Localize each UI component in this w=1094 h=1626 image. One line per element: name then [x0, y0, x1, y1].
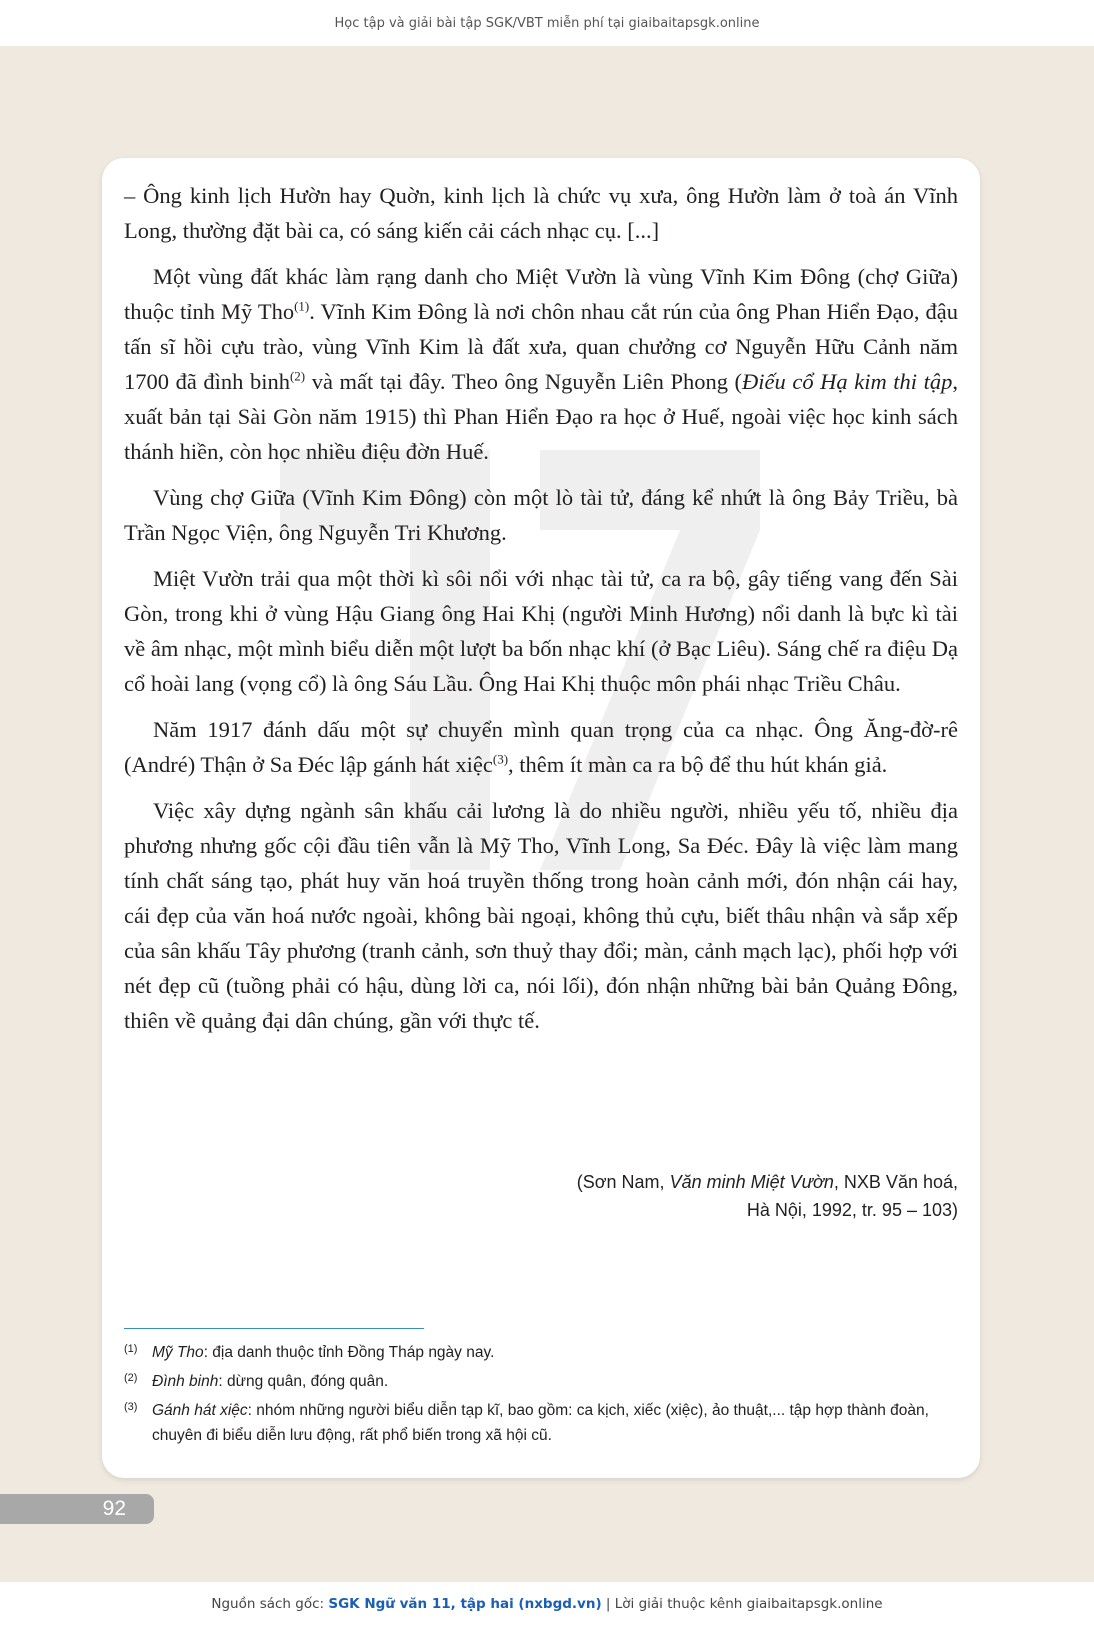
site-footer: Nguồn sách gốc: SGK Ngữ văn 11, tập hai (nxbgd.vn) | Lời giải thuộc kênh giaibaitapsgk.online	[0, 1582, 1094, 1626]
source-book-title: Văn minh Miệt Vườn	[669, 1172, 834, 1192]
site-header-text: Học tập và giải bài tập SGK/VBT miễn phí tại giaibaitapsgk.online	[334, 16, 760, 31]
paragraph-2: Một vùng đất khác làm rạng danh cho Miệt Vườn là vùng Vĩnh Kim Đông (chợ Giữa) thuộc tỉnh Mỹ Tho$^{(1)}$. Vĩnh Kim Đông là nơi chôn nhau cắt rún của ông Phan Hiển Đạo, đậu tấn sĩ hồi cựu trào, vùng Vĩnh Kim là đất xưa, quan chưởng cơ Nguyễn Hữu Cảnh năm 1700 đã đình binh$^{(2)}$ và mất tại đây. Theo ông Nguyễn Liên Phong (Điếu cổ Hạ kim thi tập, xuất bản tại Sài Gòn năm 1915) thì Phan Hiển Đạo ra học ở Huế, ngoài việc học kinh sách thánh hiền, còn học nhiều điệu đờn Huế.	[124, 264, 958, 464]
paragraph-6: Việc xây dựng ngành sân khấu cải lương là do nhiều người, nhiều yếu tố, nhiều địa phương nhưng gốc cội đầu tiên vẫn là Mỹ Tho, Vĩnh Long, Sa Đéc. Đây là việc làm mang tính chất sáng tạo, phát huy văn hoá truyền thống trong hoàn cảnh mới, đón nhận cái hay, cái đẹp của văn hoá nước ngoài, không bài ngoại, không thủ cựu, biết thâu nhận và sắp xếp của sân khấu Tây phương (tranh cảnh, sơn thuỷ thay đổi; màn, cảnh mạch lạc), phối hợp với nét đẹp cũ (tuồng phải có hậu, dùng lời ca, nói lối), đón nhận những bài bản Quảng Đông, thiên về quảng đại dân chúng, gần với thực tế.	[124, 798, 958, 1033]
article-body	[124, 178, 958, 1049]
footnote-3: (3) Gánh hát xiệc: nhóm những người biểu diễn tạp kĩ, bao gồm: ca kịch, xiếc (xiệc), ảo thuật,... tập hợp thành đoàn, chuyên đi biểu diễn lưu động, rất phổ biến trong xã hội cũ.	[124, 1401, 929, 1444]
footnotes	[124, 1340, 958, 1452]
footnote-ref-3: (3)	[492, 751, 509, 767]
source-book-link[interactable]: SGK Ngữ văn 11, tập hai (nxbgd.vn)	[328, 1596, 602, 1612]
footnote-ref-2: (2)	[289, 368, 306, 384]
footnote-1: (1) Mỹ Tho: địa danh thuộc tỉnh Đồng Tháp ngày nay.	[124, 1343, 495, 1361]
paragraph-5: Năm 1917 đánh dấu một sự chuyển mình quan trọng của ca nhạc. Ông Ăng-đờ-rê (André) Thận ở Sa Đéc lập gánh hát xiệc$^{(3)}$, thêm ít màn ca ra bộ để thu hút khán giả.	[124, 717, 958, 777]
site-header	[0, 0, 1094, 46]
book-title: Điếu cổ Hạ kim thi tập	[742, 369, 953, 394]
footnote-ref-1: (1)	[294, 298, 310, 314]
footnote-2: (2) Đình binh: dừng quân, đóng quân.	[124, 1372, 389, 1390]
paragraph-1: – Ông kinh lịch Hườn hay Quờn, kinh lịch là chức vụ xưa, ông Hườn làm ở toà án Vĩnh Long, thường đặt bài ca, có sáng kiến cải cách nhạc cụ. [...]	[124, 183, 958, 243]
page-number: 92	[0, 1494, 154, 1524]
footnote-divider	[124, 1328, 424, 1329]
paragraph-4: Miệt Vườn trải qua một thời kì sôi nổi với nhạc tài tử, ca ra bộ, gây tiếng vang đến Sài Gòn, trong khi ở vùng Hậu Giang ông Hai Khị (người Minh Hương) nổi danh là bực kì tài về âm nhạc, một mình biểu diễn một lượt ba bốn nhạc khí (ở Bạc Liêu). Sáng chế ra điệu Dạ cổ hoài lang (vọng cổ) là ông Sáu Lầu. Ông Hai Khị thuộc môn phái nhạc Triều Châu.	[124, 566, 958, 696]
paragraph-3: Vùng chợ Giữa (Vĩnh Kim Đông) còn một lò tài tử, đáng kể nhứt là ông Bảy Triều, bà Trần Ngọc Viện, ông Nguyễn Tri Khương.	[124, 485, 958, 545]
source-citation: (Sơn Nam, Văn minh Miệt Vườn, NXB Văn hoá, Hà Nội, 1992, tr. 95 – 103)	[576, 1172, 958, 1220]
